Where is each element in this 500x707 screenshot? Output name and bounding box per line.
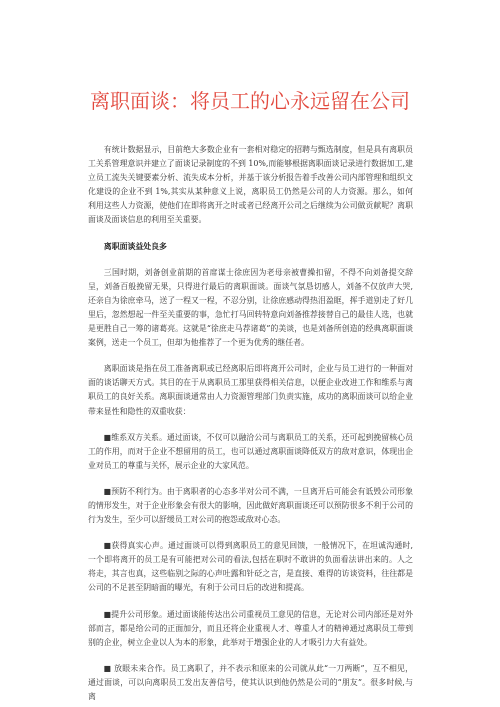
benefit-paragraph-true-feedback: ■获得真实心声。通过面谈可以得到离职员工的意见回馈，一般情况下，在坦诚沟通时,一个即将离开的员工是有可能把对公司的看法,包括在职时不敢讲的负面看法讲出来的。人之将走，其言也真，这些临别之际的心声吐露和针砭之言，是直接、难得的访谈资料，往往都是公司的不足甚至阴暗面的曝光，有利于公司日后的改进和提高。 — [88, 541, 413, 593]
document-title: 离职面谈：将员工的心永远留在公司 — [90, 89, 410, 113]
benefit-paragraph-company-image: ■提升公司形象。通过面谈能传达出公司重视员工意见的信息，无论对公司内部还是对外部而言，都是给公司的正面加分，而且还将企业重视人才、尊重人才的精神通过离职员工带到别的企业，树立企业以人为本的形象，此举对于增强企业的人才吸引力大有益处。 — [88, 609, 413, 647]
benefit-paragraph-future-cooperation: ■ 放眼未来合作。员工离职了，并不表示和原来的公司就从此“一刀两断”，互不相见，通过面谈，可以向离职员工发出友善信号，使其认识到他仍然是公司的“朋友”。很多时候,与离 — [88, 663, 413, 701]
section-heading: 离职面谈益处良多 — [103, 241, 167, 251]
benefit-paragraph-maintain-relations: ■维系双方关系。通过面谈，不仅可以融洽公司与离职员工的关系，还可起到挽留核心员工的作用，而对于企业不想留用的员工，也可以通过离职面谈降低双方的敌对意识，体现出企业对员工的尊重与关怀，展示企业的大家风范。 — [88, 432, 413, 470]
story-paragraph: 三国时期，刘备创业前期的首席谋士徐庶因为老母亲被曹操扣留，不得不向刘备提交辞呈，刘备百般挽留无果，只得进行最后的离职面谈。面谈气氛恳切感人，刘备不仅放声大哭,还亲自为徐庶牵马，送了一程又一程，不忍分别，让徐庶感动得热泪盈眶，挥手道别走了好几里后，忽然想起一件至关重要的事，急忙打马回转特意向刘备推荐接替自己的最佳人选，也就是更胜自己一筹的诸葛亮。这就是“徐庶走马荐诸葛”的美谈，也是刘备所创造的经典离职面谈案例，送走一个员工，但却为他推荐了一个更为优秀的继任者。 — [88, 267, 413, 348]
benefit-paragraph-prevent-harm: ■预防不利行为。由于离职者的心态多半对公司不满，一旦离开后可能会有诋毁公司形象的情形发生，对于企业形象会有很大的影响，因此做好离职面谈还可以预防很多不利于公司的行为发生，至少可以舒缓员工对公司的抱怨或敌对心态。 — [88, 486, 413, 525]
definition-paragraph: 离职面谈是指在员工准备离职或已经离职后即将离开公司时，企业与员工进行的一种面对面的谈话聊天方式。其目的在于从离职员工那里获得相关信息，以便企业改进工作和维系与离职员工的良好关系。离职面谈通常由人力资源管理部门负责实施，成功的离职面谈可以给企业带来显性和隐性的双重收获： — [88, 364, 413, 416]
document-body — [88, 143, 413, 707]
intro-paragraph: 有统计数据显示，目前绝大多数企业有一套相对稳定的招聘与甄选制度，但是具有离职员工关系管理意识并建立了面谈记录制度的不到 10%,而能够根据离职面谈记录进行数据加工,建立员工流失关键要素分析、流失成本分析，并基于该分析报告着手改善公司内部管理和组织文化建设的企业不到 1%,其实从某种意义上说，离职员工仍然是公司的人力资源。那么，如何利用这些人力资源，使他们在即将离开之时或者已经离开公司之后继续为公司做贡献呢？离职面谈及面谈信息的利用至关重要。 — [88, 145, 413, 225]
